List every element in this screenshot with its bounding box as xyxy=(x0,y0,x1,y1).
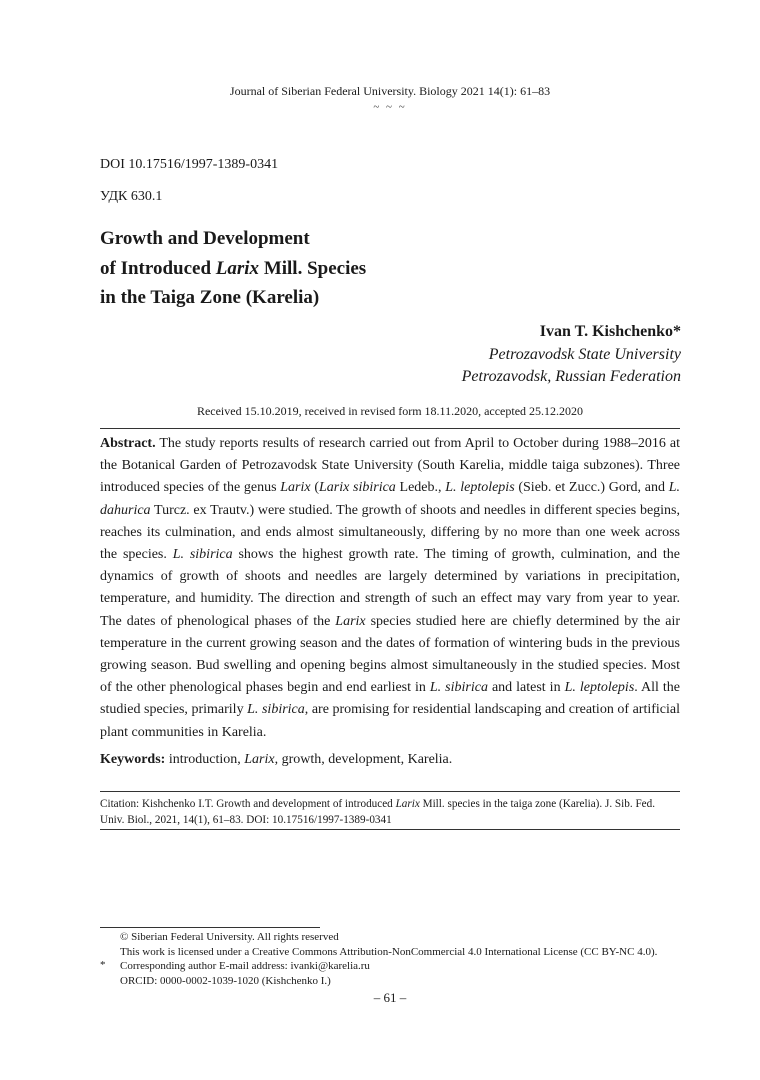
copyright-note: © Siberian Federal University. All rights reserved xyxy=(120,931,339,943)
title-line-2 xyxy=(100,254,366,284)
keywords-text: , growth, development, Karelia. xyxy=(274,752,453,767)
license-note: This work is licensed under a Creative Commons Attribution-NonCommercial 4.0 International License (CC BY-NC 4.0). xyxy=(120,945,658,958)
abstract-text: and latest in xyxy=(487,680,565,696)
abstract-text: , are promising for residential landscaping and creation of artificial plant communities in Karelia. xyxy=(100,702,680,740)
page-number: – 61 – xyxy=(373,990,407,1005)
footnote-star: * xyxy=(100,959,106,971)
title-line-1: Growth and Development xyxy=(100,228,310,249)
species-name: Larix sibirica xyxy=(318,480,396,496)
citation xyxy=(100,796,680,828)
divider xyxy=(100,791,680,792)
author-block xyxy=(462,321,681,389)
received-dates: Received 15.10.2019, received in revised form 18.11.2020, accepted 25.12.2020 xyxy=(196,404,584,418)
species-name: L. sibirica xyxy=(429,680,488,696)
species-name: Larix xyxy=(280,480,311,496)
species-name: L. sibirica xyxy=(247,702,305,718)
abstract xyxy=(100,433,680,744)
species-name: L. sibirica xyxy=(172,547,233,563)
email-note: Corresponding author E-mail address: ivanki@karelia.ru xyxy=(120,960,370,972)
author-affiliation: Petrozavodsk State University xyxy=(488,345,681,363)
title-text: Mill. Species xyxy=(259,257,367,279)
orcid-note: ORCID: 0000-0002-1039-1020 (Kishchenko I.) xyxy=(120,974,331,987)
divider xyxy=(100,829,680,830)
abstract-text: ( xyxy=(310,480,319,496)
header-ornament: ~ ~ ~ xyxy=(373,101,407,113)
title-line-3: in the Taiga Zone (Karelia) xyxy=(100,287,320,308)
species-name: L. dahurica xyxy=(100,480,680,518)
title-text: of Introduced xyxy=(100,257,216,279)
udk-code: УДК 630.1 xyxy=(100,189,163,204)
abstract-text: Ledeb., xyxy=(395,480,446,496)
keywords xyxy=(100,752,452,768)
keyword-genus: Larix xyxy=(244,752,275,767)
keywords-label: Keywords: xyxy=(100,752,166,767)
footnotes xyxy=(120,930,710,988)
abstract-text: . All the studied species, primarily xyxy=(100,680,680,718)
species-name: Larix xyxy=(335,613,366,629)
citation-genus: Larix xyxy=(395,798,420,810)
divider xyxy=(100,428,680,429)
species-name: L. leptolepis xyxy=(445,480,515,496)
article-title xyxy=(100,224,366,313)
footnote-divider xyxy=(100,927,320,928)
author-location: Petrozavodsk, Russian Federation xyxy=(461,368,681,385)
keywords-text: introduction, xyxy=(165,752,245,767)
abstract-text: Turcz. ex Trautv.) were studied. The growth of shoots and needles in different species begins, reaches its culmination, and ends almost simultaneously, differing by no more than one week across the species. xyxy=(100,502,680,563)
species-name: L. leptolepis xyxy=(564,680,635,696)
journal-header: Journal of Siberian Federal University. Biology 2021 14(1): 61–83 xyxy=(229,84,551,98)
citation-text: Citation: Kishchenko I.T. Growth and development of introduced xyxy=(100,798,396,810)
abstract-text: (Sieb. et Zucc.) Gord, and xyxy=(514,480,669,496)
doi: DOI 10.17516/1997-1389-0341 xyxy=(100,157,279,172)
citation-text: Mill. species in the taiga zone (Karelia). J. Sib. Fed. Univ. Biol., 2021, 14(1), 61–83. DOI: 10.17516/1997-1389-0341 xyxy=(100,798,656,826)
abstract-text: species studied here are chiefly determined by the air temperature in the current growing season and the dates of formation of wintering buds in the previous growing season. Bud swelling and opening begins almost simultaneously in the studied species. Most of the other phenological phases begin and end earliest in xyxy=(100,613,681,696)
abstract-text: shows the highest growth rate. The timing of growth, culmination, and the dynamics of growth of shoots and needles are largely determined by variations in precipitation, temperature, and humidity. The direction and strength of such an effect may vary from year to year. The dates of phenological phases of the xyxy=(100,547,680,629)
abstract-label: Abstract. xyxy=(100,436,156,451)
abstract-text: The study reports results of research carried out from April to October during 1988–2016 at the Botanical Garden of Petrozavodsk State University (South Karelia, middle taiga subzones). Three introduced species of the genus xyxy=(100,436,680,496)
author-name: Ivan T. Kishchenko* xyxy=(539,323,681,340)
title-genus: Larix xyxy=(215,257,260,279)
